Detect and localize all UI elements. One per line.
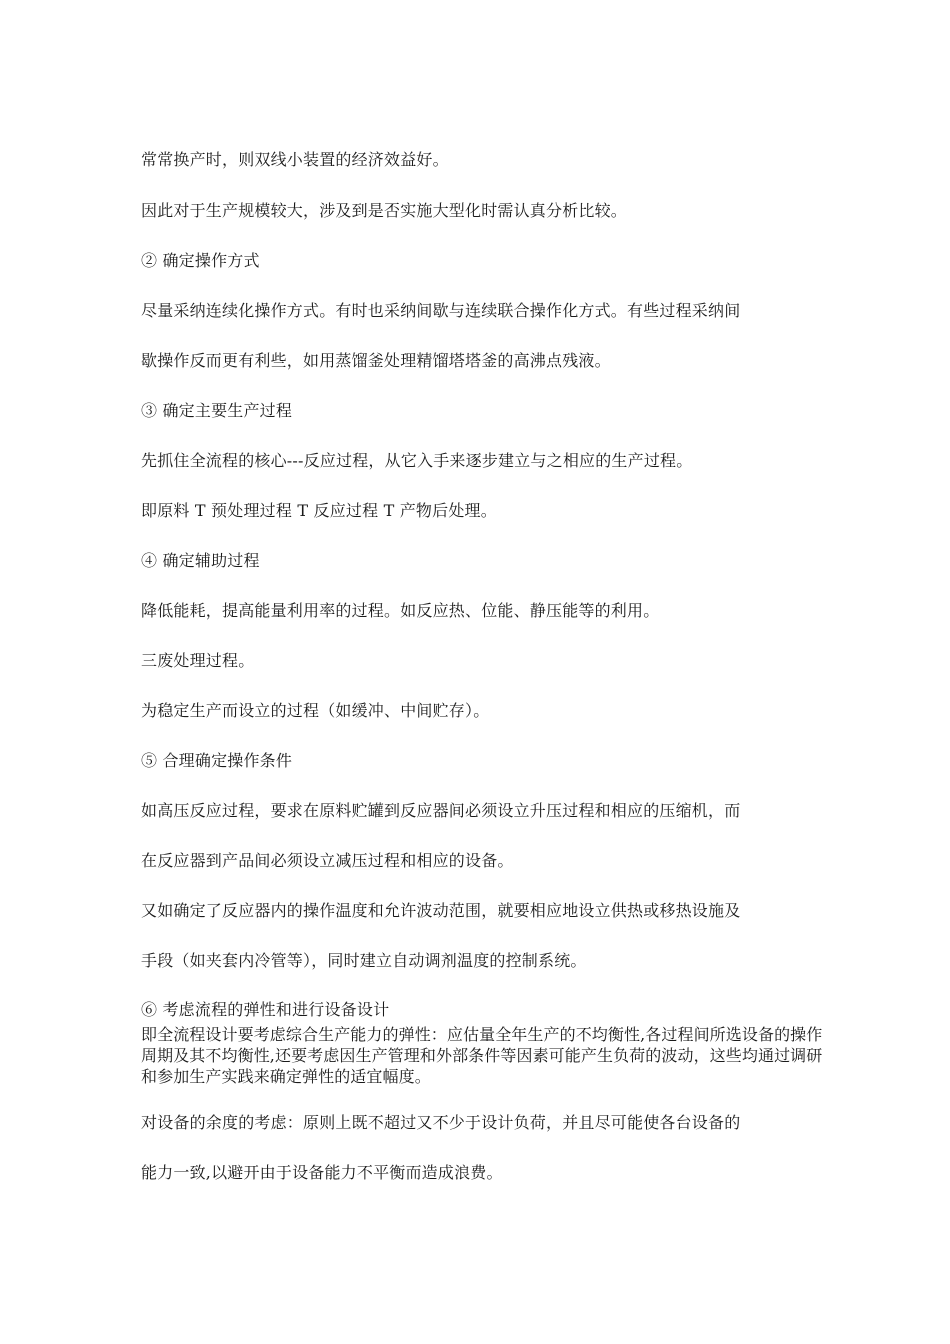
section-heading: ⑤ 合理确定操作条件 (141, 751, 293, 770)
text-line: 因此对于生产规模较大，涉及到是否实施大型化时需认真分析比较。 (141, 201, 628, 220)
text-line: 为稳定生产而设立的过程（如缓冲、中间贮存）。 (141, 701, 490, 720)
text-line: 常常换产时，则双线小装置的经济效益好。 (141, 150, 449, 169)
text-line: 手段（如夹套内冷管等），同时建立自动调剂温度的控制系统。 (141, 951, 587, 970)
text-line: 如高压反应过程，要求在原料贮罐到反应器间必须设立升压过程和相应的压缩机，而 (141, 801, 741, 820)
text-line: 即原料 T 预处理过程 T 反应过程 T 产物后处理。 (141, 501, 497, 520)
section-heading: ⑥ 考虑流程的弹性和进行设备设计 (141, 1000, 390, 1019)
text-line: 先抓住全流程的核心---反应过程，从它入手来逐步建立与之相应的生产过程。 (141, 451, 693, 470)
text-line: 又如确定了反应器内的操作温度和允许波动范围，就要相应地设立供热或移热设施及 (141, 901, 741, 920)
text-line: 降低能耗，提高能量利用率的过程。如反应热、位能、静压能等的利用。 (141, 601, 660, 620)
text-line: 三废处理过程。 (141, 651, 255, 670)
text-line: 能力一致,以避开由于设备能力不平衡而造成浪费。 (141, 1163, 503, 1182)
text-line: 对设备的余度的考虑：原则上既不超过又不少于设计负荷，并且尽可能使各台设备的 (141, 1113, 741, 1132)
text-line: 尽量采纳连续化操作方式。有时也采纳间歇与连续联合操作化方式。有些过程采纳间 (141, 301, 741, 320)
section-heading: ④ 确定辅助过程 (141, 551, 260, 570)
text-line: 歇操作反而更有利些，如用蒸馏釜处理精馏塔塔釜的高沸点残液。 (141, 351, 611, 370)
text-line: 在反应器到产品间必须设立减压过程和相应的设备。 (141, 851, 514, 870)
section-heading: ③ 确定主要生产过程 (141, 401, 293, 420)
dense-paragraph: 即全流程设计要考虑综合生产能力的弹性：应估量全年生产的不均衡性,各过程间所选设备的操作周期及其不均衡性,还要考虑因生产管理和外部条件等因素可能产生负荷的波动，这些均通过调研和参加生产实践来确定弹性的适宜幅度。 (141, 1025, 823, 1086)
section-heading: ② 确定操作方式 (141, 251, 260, 270)
